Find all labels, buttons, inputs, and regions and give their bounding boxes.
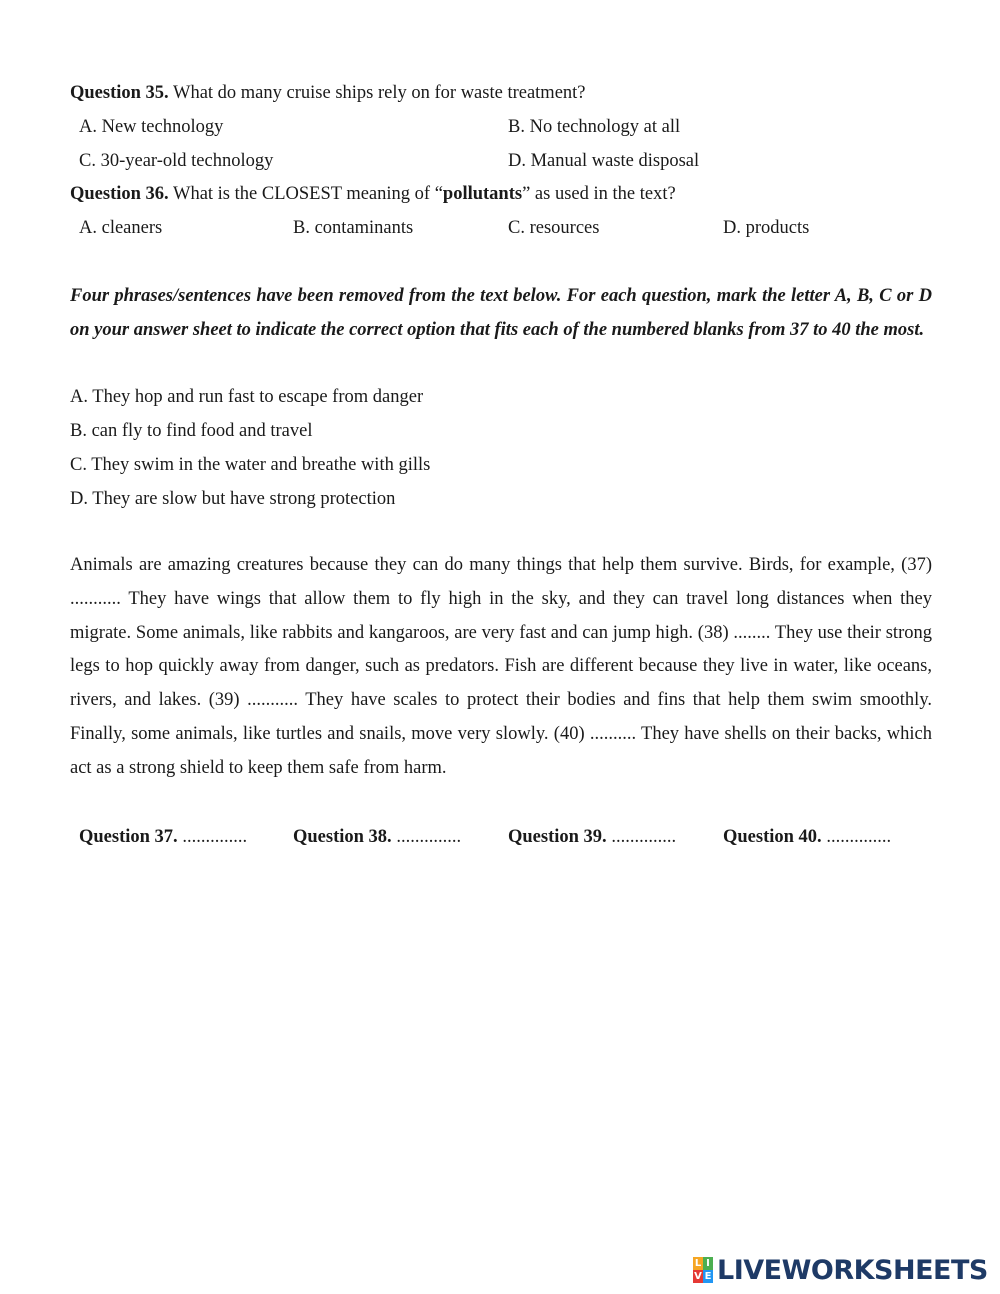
answer-38[interactable] [293,826,461,848]
logo-mark-letter: E [704,1271,712,1282]
phrase-option-b: B. can fly to find food and travel [70,421,313,441]
q36-option-d: D. products [723,218,810,238]
q36-option-a: A. cleaners [79,218,163,238]
question-35 [70,82,586,104]
question-35-label: Question 35. [70,83,169,103]
logo-mark-letter: L [694,1258,702,1269]
question-36-text-after: ” as used in the text? [522,184,676,204]
answer-40[interactable] [723,826,891,848]
logo-mark-icon [693,1257,713,1283]
phrase-option-a: A. They hop and run fast to escape from danger [70,387,424,407]
logo-mark-letter: V [694,1271,702,1282]
logo-text: LIVEWORKSHEETS [717,1254,988,1286]
phrase-option-d: D. They are slow but have strong protection [70,489,396,509]
section-instruction: Four phrases/sentences have been removed from the text below. For each question, mark the letter A, B, C or D on your answer sheet to indicate the correct option that fits each of the numbered blanks from 37 to 40 the most. [70,286,932,340]
q35-option-a: A. New technology [79,117,224,137]
q35-option-d: D. Manual waste disposal [508,151,700,171]
phrase-option-c: C. They swim in the water and breathe with gills [70,455,431,475]
q35-option-c: C. 30-year-old technology [79,151,274,171]
logo-mark-letter: I [703,1257,713,1270]
question-36-text-before: What is the CLOSEST meaning of “ [172,184,443,204]
question-36 [70,183,676,205]
reading-passage: Animals are amazing creatures because they can do many things that help them survive. Birds, for example, (37) ........... They have wings that allow them to fly high in the sky, and they can travel long distances when they migrate. Some animals, like rabbits and kangaroos, are very fast and can jump high. (38) ........ They use their strong legs to hop quickly away from danger, such as predators. Fish are different because they live in water, like oceans, rivers, and lakes. (39) ........... They have scales to protect their bodies and fins that help them swim smoothly. Finally, some animals, like turtles and snails, move very slowly. (40) .......... They have shells on their backs, which act as a strong shield to keep them safe from harm. [70,555,932,778]
answer-38-label: Question 38. [293,827,392,847]
q36-option-b: B. contaminants [293,218,414,238]
answer-37[interactable] [79,826,247,848]
question-35-text: What do many cruise ships rely on for waste treatment? [172,83,586,103]
q36-option-c: C. resources [508,218,600,238]
q35-option-b: B. No technology at all [508,117,681,137]
liveworksheets-logo [693,1255,988,1285]
question-36-label: Question 36. [70,184,169,204]
answer-40-label: Question 40. [723,827,822,847]
answer-40-blank[interactable]: .............. [826,827,892,847]
answer-39-blank[interactable]: .............. [611,827,677,847]
answer-39-label: Question 39. [508,827,607,847]
answer-39[interactable] [508,826,676,848]
answer-38-blank[interactable]: .............. [396,827,462,847]
answer-37-blank[interactable]: .............. [182,827,248,847]
question-36-keyword: pollutants [442,184,523,204]
answer-37-label: Question 37. [79,827,178,847]
